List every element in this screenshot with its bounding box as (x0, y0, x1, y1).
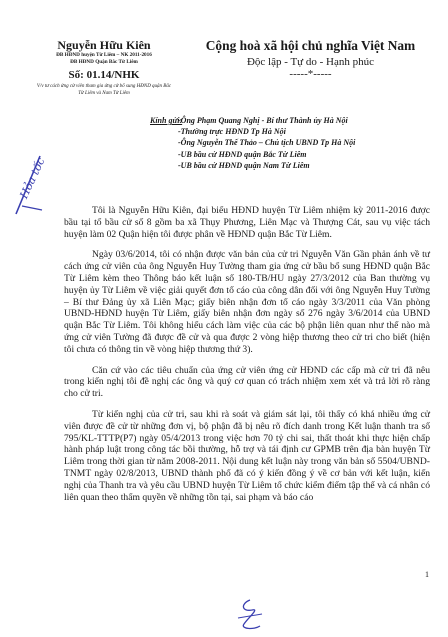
handwritten-urgent-stamp (8, 148, 48, 218)
recipients-list (178, 115, 438, 171)
recipient-item: -Ông Nguyễn Thế Thảo – Chủ tịch UBND Tp Hà Nội (178, 138, 356, 148)
body-paragraph: Ngày 03/6/2014, tôi có nhận được văn bản của cử tri Nguyễn Văn Gần phản ánh về tư cách ứng cử viên của ông Nguyễn Huy Tường tham gia ứng cử bầu bổ sung HĐND quận Bắc Từ Liêm kèm theo Thông báo kết luận số 180-TB/HU ngày 27/3/2012 của Ban thường vụ huyện ủy Từ Liêm về việc giải quyết đơn tố cáo của công dân đối với ông Nguyễn Huy Tường – Bí thư Đảng ủy xã Liên Mạc; giấy biên nhận đơn tố cáo ngày 3/3/2011 của Văn phòng UBND-HĐND huyện Từ Liêm, giấy biên nhận đơn ngày số 276 ngày 3/6/2014 của UBND quận Bắc Từ Liêm. Tôi không hiểu cách làm việc của các bộ phận liên quan như thế nào mà ứng cử viên Tường đã được đề cử và qua được 2 vòng hiệp thương theo cử tri cho biết (hiện tôi chưa có thông tin về vòng hiệp thương thứ 3). (64, 249, 430, 355)
recipients-label: Kính gửi: (150, 116, 183, 125)
document-subject: V/v tư cách ứng cử viên tham gia ứng cử bổ sung HĐND quận Bắc Từ Liêm và Nam Từ Liêm (36, 84, 172, 96)
sender-role-1: ĐB HĐND huyện Từ Liêm – NK 2011-2016 (56, 52, 152, 58)
sender-name: Nguyễn Hữu Kiên (57, 38, 151, 52)
handwritten-signature (230, 596, 270, 632)
body-paragraph: Tôi là Nguyễn Hữu Kiên, đại biểu HĐND huyện Từ Liêm nhiệm kỳ 2011-2016 được bầu tại tổ bầu cử số 8 gồm ba xã Thụy Phương, Liên Mạc và Thượng Cát, sau vụ việc tách huyện làm 02 Quận hiện tôi được phân về HĐND quận Bắc Từ Liêm. (64, 205, 430, 240)
national-motto: Độc lập - Tự do - Hạnh phúc (246, 56, 375, 68)
body-paragraph: Căn cứ vào các tiêu chuẩn của ứng cử viên ứng cử HĐND các cấp mà cử tri đã nêu trong kiến nghị tôi đề nghị các ông và quý cơ quan có trách nhiệm xem xét và trả lời rõ ràng cho cử tri. (64, 364, 430, 400)
document-number: Số: 01.14/NHK (68, 69, 140, 81)
heading-separator: -----*----- (289, 68, 332, 80)
page-number: 1 (425, 570, 429, 579)
national-heading (188, 38, 433, 79)
letter-body (64, 205, 430, 512)
recipient-item: -UB bầu cử HĐND quận Bắc Từ Liêm (178, 149, 307, 159)
nation-title: Cộng hoà xã hội chủ nghĩa Việt Nam (205, 38, 416, 53)
recipient-item: -UB bầu cử HĐND quận Nam Từ Liêm (178, 160, 310, 170)
body-paragraph: Từ kiến nghị của cử tri, sau khi rà soát và giám sát lại, tôi thấy có khá nhiều ứng cử viên được đề cử từ những đơn vị, bộ phận đã bị nêu rõ đích danh trong Kết luận thanh tra số 795/KL-TTTP(P7) ngày 05/4/2013 trong việc hơn 70 tỷ chi sai, thất thoát khi thực hiện chấp hành pháp luật trong công tác bồi thường, hỗ trợ và tái định cư GPMB trên địa bàn huyện Từ Liêm trong thời gian từ năm 2008-2011. Nội dung kết luận này trong văn bản số 5504/UBND-TNMT ngày 02/8/2013, UBND thành phố đã có ý kiến đồng ý về cơ bản với kết luận, kiến nghị của Thanh tra và yêu cầu UBND huyện Từ Liêm tổ chức kiểm điểm tập thể và cá nhân có liên quan theo thẩm quyền về những tồn tại, sai phạm và báo cáo (64, 408, 430, 503)
recipient-item: -Thường trực HĐND Tp Hà Nội (178, 127, 286, 137)
sender-block (34, 38, 174, 97)
recipient-item: -Ông Phạm Quang Nghị - Bí thư Thành ủy Hà Nội (178, 116, 348, 125)
sender-role-2: ĐB HĐND Quận Bắc Từ Liêm (70, 59, 138, 65)
stamp-text: Hỏa tốc (17, 155, 48, 201)
